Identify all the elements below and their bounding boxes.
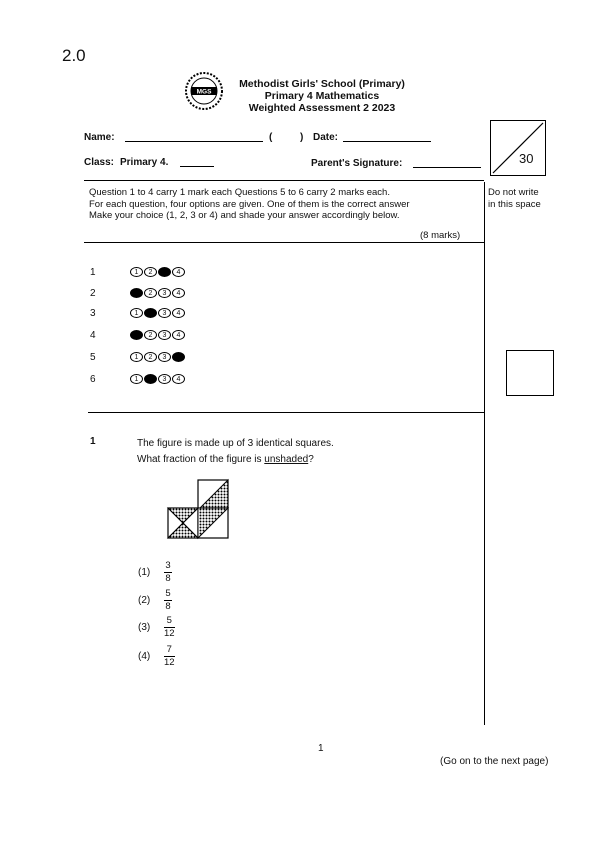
answer-bubble[interactable]: 1: [130, 374, 143, 384]
option-fraction: [164, 561, 172, 584]
answer-bubble[interactable]: 2: [144, 374, 157, 384]
answer-bubble[interactable]: 1: [130, 352, 143, 362]
answer-bubble[interactable]: 2: [144, 308, 157, 318]
do-not-write-note: [488, 187, 541, 210]
option-1[interactable]: [138, 561, 172, 584]
answer-row-number: 3: [90, 307, 96, 319]
date-label: Date:: [313, 132, 339, 143]
fraction-numerator: 7: [166, 644, 172, 655]
answer-bubble[interactable]: 4: [172, 308, 185, 318]
page-corner-label: 2.0: [62, 46, 86, 65]
answer-bubble[interactable]: 1: [130, 288, 143, 298]
answer-row: [90, 265, 186, 279]
answer-row: [90, 328, 186, 342]
answer-bubble[interactable]: 3: [158, 308, 171, 318]
question-text: [137, 436, 334, 468]
answer-bubble[interactable]: 3: [158, 267, 171, 277]
side-note-line-2: in this space: [488, 198, 541, 210]
index-paren-close: ): [300, 132, 304, 143]
fraction-denominator: 12: [164, 628, 175, 639]
name-label: Name:: [84, 132, 115, 143]
divider-instructions: [84, 242, 484, 243]
fraction-numerator: 5: [165, 588, 171, 599]
question-line-2-suffix: ?: [308, 454, 314, 465]
answer-bubble[interactable]: 3: [158, 374, 171, 384]
option-label: (4): [138, 651, 151, 662]
question-line-2-prefix: What fraction of the figure is: [137, 454, 265, 465]
school-header: [222, 78, 422, 114]
answer-bubble[interactable]: 3: [158, 288, 171, 298]
instruction-line-1: Question 1 to 4 carry 1 mark each Questions 5 to 6 carry 2 marks each.: [89, 187, 390, 198]
next-page-note: (Go on to the next page): [440, 756, 549, 767]
option-label: (3): [138, 622, 151, 633]
school-logo: [184, 71, 224, 111]
question-figure: [166, 478, 230, 540]
answer-bubble[interactable]: 3: [158, 352, 171, 362]
score-box: [490, 120, 546, 176]
answer-row: [90, 350, 186, 364]
marks-box: [506, 350, 554, 396]
answer-row: [90, 372, 186, 386]
question-number: 1: [90, 436, 96, 447]
fraction-denominator: 8: [165, 601, 171, 612]
answer-row-number: 2: [90, 287, 96, 299]
fraction-denominator: 8: [165, 573, 171, 584]
index-paren-open: (: [269, 132, 273, 143]
unshaded-word: unshaded: [264, 454, 309, 465]
instruction-line-3: Make your choice (1, 2, 3 or 4) and shade your answer accordingly below.: [89, 210, 400, 221]
option-label: (2): [138, 595, 151, 606]
option-2[interactable]: [138, 589, 172, 612]
answer-bubble[interactable]: 4: [172, 374, 185, 384]
divider-answers: [88, 412, 485, 413]
marks-label: (8 marks): [420, 230, 461, 241]
answer-bubble[interactable]: 3: [158, 330, 171, 340]
assessment-title: Weighted Assessment 2 2023: [248, 102, 396, 114]
option-3[interactable]: [138, 616, 175, 639]
side-note-line-1: Do not write: [488, 187, 539, 198]
instruction-line-2: For each question, four options are given. One of them is the correct answer: [89, 198, 410, 210]
fraction-numerator: 3: [165, 560, 171, 571]
answer-row-number: 4: [90, 329, 96, 341]
subject-title: Primary 4 Mathematics: [264, 90, 380, 102]
class-label: Class:: [84, 157, 115, 168]
logo-text: MGS: [196, 88, 212, 96]
fraction-numerator: 5: [166, 615, 172, 626]
fraction-denominator: 12: [164, 657, 175, 668]
answer-bubble[interactable]: 1: [130, 267, 143, 277]
answer-row: [90, 286, 186, 300]
answer-bubble[interactable]: 2: [144, 352, 157, 362]
question-line-1: The figure is made up of 3 identical squares.: [137, 438, 334, 449]
answer-bubble[interactable]: 1: [130, 330, 143, 340]
answer-bubble[interactable]: 2: [144, 267, 157, 277]
answer-bubble[interactable]: 2: [144, 330, 157, 340]
answer-row-number: 1: [90, 266, 96, 278]
answer-row-number: 6: [90, 373, 96, 385]
option-4[interactable]: [138, 645, 175, 668]
name-field[interactable]: [125, 131, 263, 142]
answer-bubble[interactable]: 4: [172, 352, 185, 362]
answer-bubble[interactable]: 2: [144, 288, 157, 298]
option-fraction: [164, 616, 175, 639]
score-diagonal: [491, 121, 545, 175]
page-number: 1: [318, 743, 324, 754]
answer-row: [90, 306, 186, 320]
class-field[interactable]: [180, 156, 214, 167]
signature-label: Parent's Signature:: [311, 158, 403, 169]
answer-row-number: 5: [90, 351, 96, 363]
divider-top: [84, 180, 484, 181]
date-field[interactable]: [343, 131, 431, 142]
school-name: Methodist Girls' School (Primary): [239, 78, 405, 90]
score-total: 30: [519, 151, 534, 166]
signature-field[interactable]: [413, 157, 481, 168]
option-fraction: [164, 589, 172, 612]
option-label: (1): [138, 567, 151, 578]
option-fraction: [164, 645, 175, 668]
instructions: [89, 187, 410, 222]
answer-bubble[interactable]: 4: [172, 330, 185, 340]
answer-bubble[interactable]: 1: [130, 308, 143, 318]
margin-rule: [484, 182, 485, 725]
answer-bubble[interactable]: 4: [172, 267, 185, 277]
class-value: Primary 4.: [120, 157, 169, 168]
answer-bubble[interactable]: 4: [172, 288, 185, 298]
question-line-2: [137, 452, 334, 468]
